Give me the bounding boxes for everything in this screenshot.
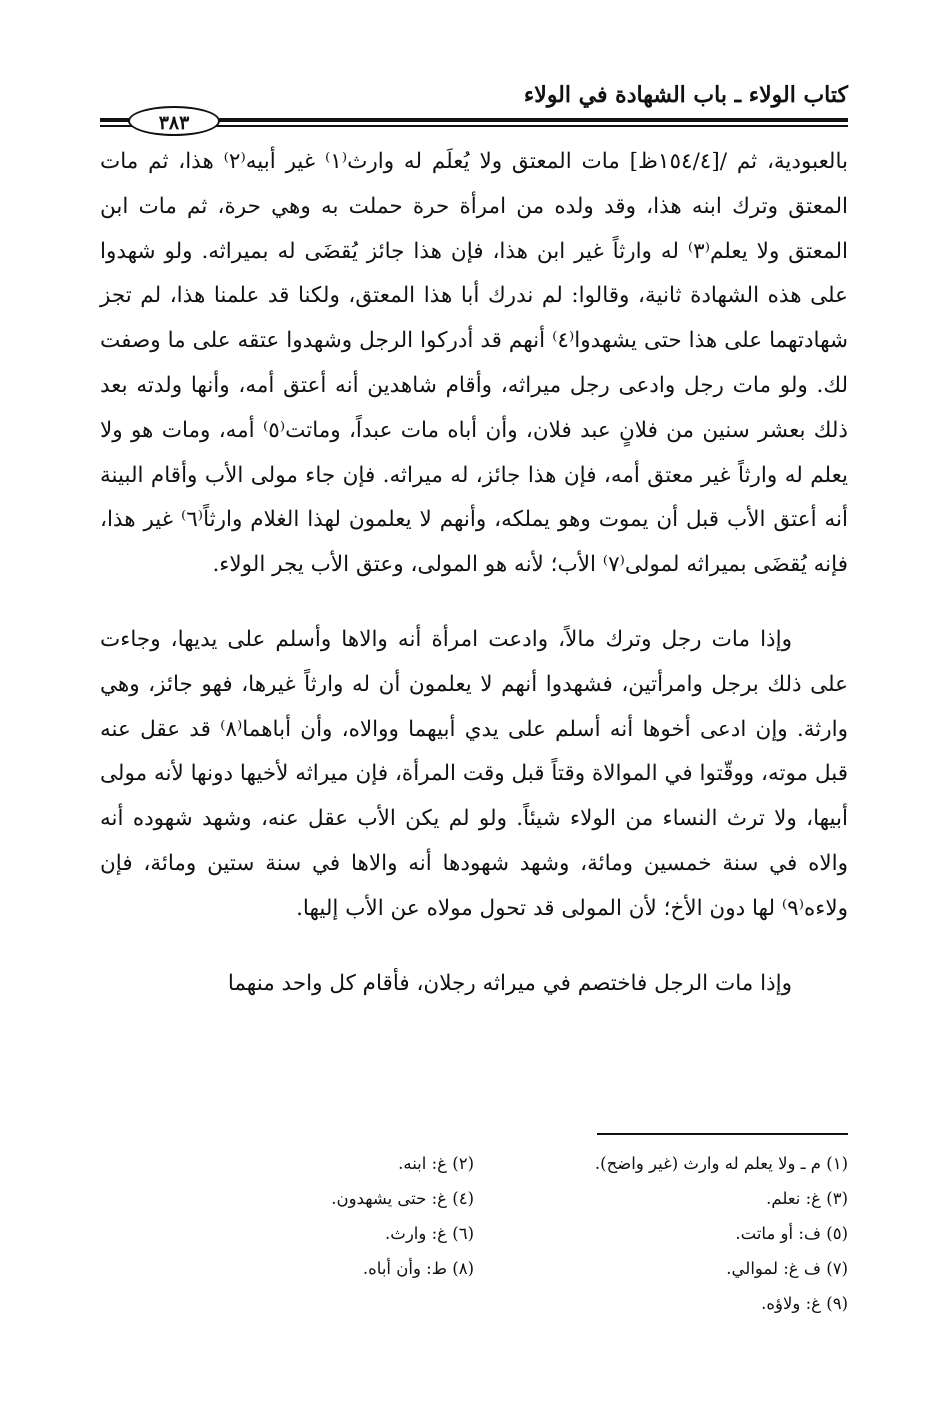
footnote-6: (٦) غ: وارث. [385, 1224, 474, 1243]
footnote-2: (٢) غ: ابنه. [398, 1154, 474, 1173]
running-title: كتاب الولاء ـ باب الشهادة في الولاء [523, 82, 848, 108]
footnote-row [100, 1251, 848, 1286]
footnote-separator [597, 1133, 848, 1135]
main-text [100, 140, 848, 1006]
footnote-4: (٤) غ: حتى يشهدون. [331, 1189, 474, 1208]
footnote-1: (١) م ـ ولا يعلم له وارث (غير واضح). [594, 1154, 848, 1173]
footnote-5: (٥) ف: أو ماتت. [735, 1224, 848, 1243]
paragraph-2: وإذا مات رجل وترك مالاً، وادعت امرأة أنه والاها وأسلم على يديها، وجاءت على ذلك برجل وامرأتين، فشهدوا أنهم لا يعلمون أن له وارثاً غيرها، فهو جائز، وهي وارثة. وإن ادعى أخوها أنه أسلم على يدي أبيهما ووالاه، وأن أباهما⁽٨⁾ قد عقل عنه قبل موته، ووقّتوا في الموالاة وقتاً قبل وقت المرأة، فإن ميراثه لأخيها دونها لأنه مولى أبيها، ولا ترث النساء من الولاء شيئاً. ولو لم يكن الأب عقل عنه، وشهد شهوده أنه والاه في سنة خمسين ومائة، وشهد شهودها أنه والاها في سنة ستين ومائة، فإن ولاءه⁽٩⁾ لها دون الأخ؛ لأن المولى قد تحول مولاه عن الأب إليها. [100, 626, 848, 921]
footnote-7: (٧) ف غ: لموالي. [726, 1259, 848, 1278]
footnote-row [100, 1146, 848, 1181]
footnote-row [100, 1286, 848, 1321]
page-number: ٣٨٣ [128, 106, 220, 136]
footnote-row [100, 1216, 848, 1251]
paragraph-1: بالعبودية، ثم /[١٥٤/٤ظ] مات المعتق ولا يُعلَم له وارث⁽١⁾ غير أبيه⁽٢⁾ هذا، ثم مات المعتق وترك ابنه هذا، وقد ولده من امرأة حرة حملت به وهي حرة، ثم مات ابن المعتق ولا يعلم⁽٣⁾ له وارثاً غير ابن هذا، فإن هذا جائز يُقضَى له بميراثه. ولو شهدوا على هذه الشهادة ثانية، وقالوا: لم ندرك أبا هذا المعتق، ولكنا قد علمنا هذا، لم تجز شهادتهما على هذا حتى يشهدوا⁽٤⁾ أنهم قد أدركوا الرجل وشهدوا عتقه على ما وصفت لك. ولو مات رجل وادعى رجل ميراثه، وأقام شاهدين أنه أعتق أمه، وأنها ولدته بعد ذلك بعشر سنين من فلانٍ عبد فلان، وأن أباه مات عبداً، وماتت⁽٥⁾ أمه، ومات هو ولا يعلم له وارثاً غير معتق أمه، فإن هذا جائز، له ميراثه. فإن جاء مولى الأب وأقام البينة أنه أعتق الأب قبل أن يموت وهو يملكه، وأنهم لا يعلمون لهذا الغلام وارثاً⁽٦⁾ غير هذا، فإنه يُقضَى بميراثه لمولى⁽٧⁾ الأب؛ لأنه هو المولى، وعتق الأب يجر الولاء. [100, 149, 849, 578]
paragraph-3: وإذا مات الرجل فاختصم في ميراثه رجلان، فأقام كل واحد منهما [227, 970, 792, 996]
footnote-row [100, 1181, 848, 1216]
footnote-9: (٩) غ: ولاؤه. [761, 1294, 848, 1313]
running-header [100, 80, 848, 134]
footnote-8: (٨) ط: وأن أباه. [362, 1259, 474, 1278]
footnote-3: (٣) غ: نعلم. [766, 1189, 848, 1208]
footnotes [100, 1146, 848, 1321]
